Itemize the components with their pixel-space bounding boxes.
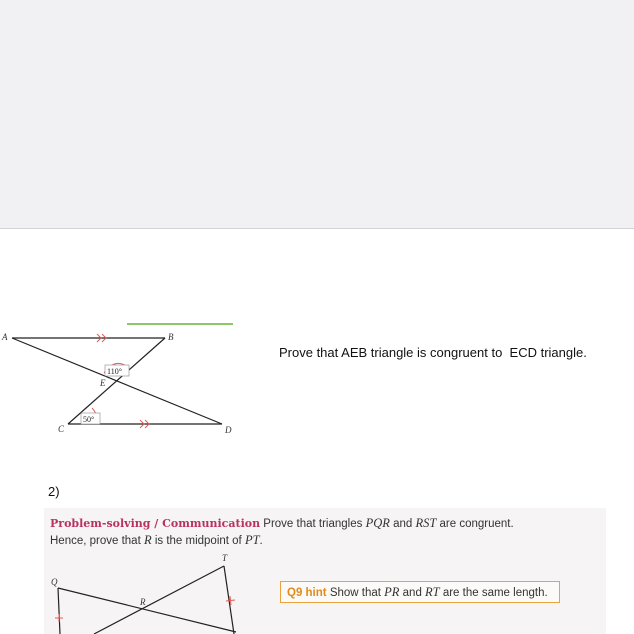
blank-header-area xyxy=(0,0,634,229)
point-label-e: E xyxy=(100,378,106,388)
point-label-r: R xyxy=(140,597,146,607)
line1-and: and xyxy=(389,518,416,530)
problem-tag: Problem-solving / Communication xyxy=(50,517,261,530)
hint-tag: Q9 hint xyxy=(287,587,327,599)
q1-prompt: Prove that AEB triangle is congruent to ECD triangle. xyxy=(279,345,587,360)
point-label-a: A xyxy=(2,332,8,342)
segment-bc xyxy=(68,338,165,424)
segment-q-p xyxy=(58,588,60,634)
triangle-rst: RST xyxy=(415,516,437,530)
equal-mark-ts xyxy=(226,596,235,605)
line2-post: . xyxy=(259,535,263,547)
triangle-pqr: PQR xyxy=(365,516,390,530)
hint-pre: Show that xyxy=(326,587,385,599)
point-label-q: Q xyxy=(51,577,58,587)
hint-rt: RT xyxy=(425,585,440,599)
equal-mark-qp xyxy=(55,614,63,622)
segment-pt-inline: PT xyxy=(244,533,260,547)
q1-triangle-figure xyxy=(0,318,260,440)
point-label-d: D xyxy=(225,425,232,435)
hint-post: are the same length. xyxy=(439,587,548,599)
line2-pre: Hence, prove that xyxy=(50,535,144,547)
point-r-inline: R xyxy=(143,533,152,547)
line1-pre: Prove that triangles xyxy=(260,518,366,530)
hint-and: and xyxy=(399,587,426,599)
hint-text xyxy=(287,585,548,600)
angle-label-110: 110° xyxy=(107,367,122,376)
point-label-b: B xyxy=(168,332,174,342)
angle-label-50: 50° xyxy=(83,415,95,424)
green-underline-decoration xyxy=(127,323,233,325)
q2-triangle-figure xyxy=(44,548,254,634)
point-label-t: T xyxy=(222,553,228,563)
hint-pr: PR xyxy=(384,585,400,599)
line1-post: are congruent. xyxy=(436,518,514,530)
problem-statement-line1 xyxy=(50,516,514,531)
line2-mid: is the midpoint of xyxy=(151,535,245,547)
question-number: 2) xyxy=(48,484,60,499)
point-label-c: C xyxy=(58,424,65,434)
segment-qt-cross xyxy=(58,588,236,632)
problem-statement-line2 xyxy=(50,533,263,548)
